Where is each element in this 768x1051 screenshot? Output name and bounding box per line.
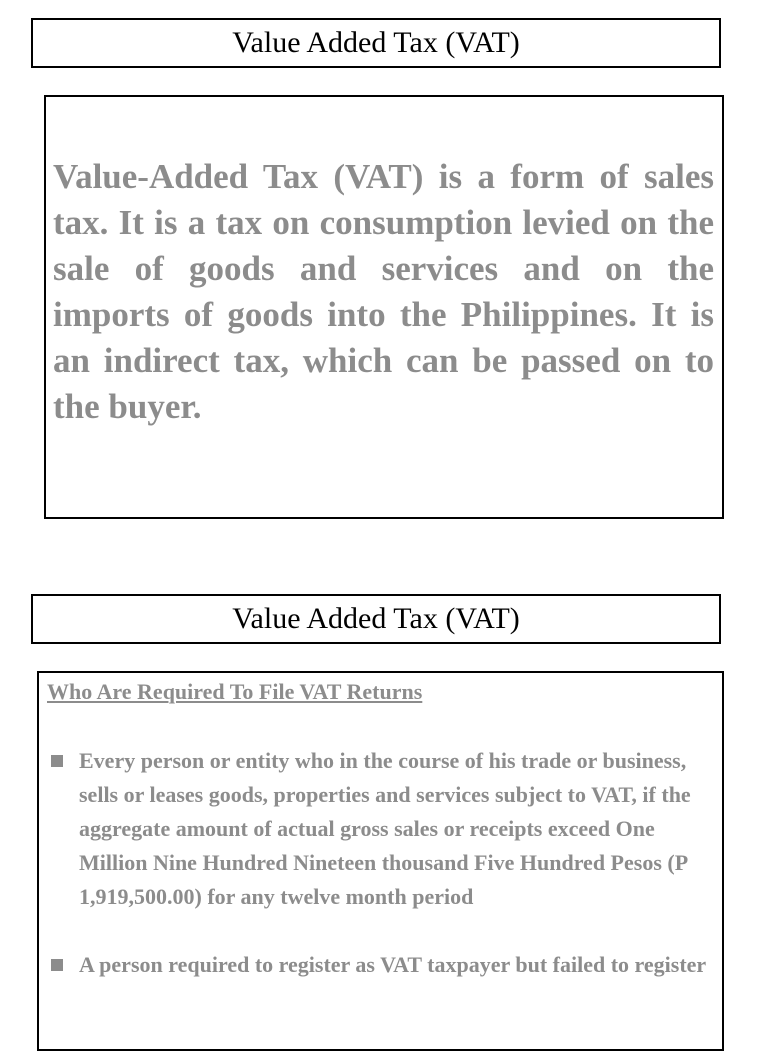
bullet-item: [47, 948, 710, 982]
square-bullet-icon: [51, 755, 63, 767]
bullet-item: [47, 744, 710, 914]
bullet-text: Every person or entity who in the course of his trade or business, sells or leases goods, properties and services subject to VAT, if the aggregate amount of actual gross sales or receipts exceed One Million Nine Hundred Nineteen thousand Five Hundred Pesos (P 1,919,500.00) for any twelve month period: [79, 748, 691, 909]
bullet-text: A person required to register as VAT taxpayer but failed to register: [79, 952, 707, 977]
slide1-title: Value Added Tax (VAT): [31, 18, 721, 68]
slide1-body-text: Value-Added Tax (VAT) is a form of sales tax. It is a tax on consumption levied on the sale of goods and services and on the imports of goods into the Philippines. It is an indirect tax, which can be passed on to the buyer.: [53, 157, 714, 426]
slide1-content-box: [44, 95, 724, 519]
slide2-content-box: [37, 671, 724, 1051]
slide2-title: Value Added Tax (VAT): [31, 594, 721, 644]
section-heading: Who Are Required To File VAT Returns: [47, 679, 423, 704]
square-bullet-icon: [51, 959, 63, 971]
